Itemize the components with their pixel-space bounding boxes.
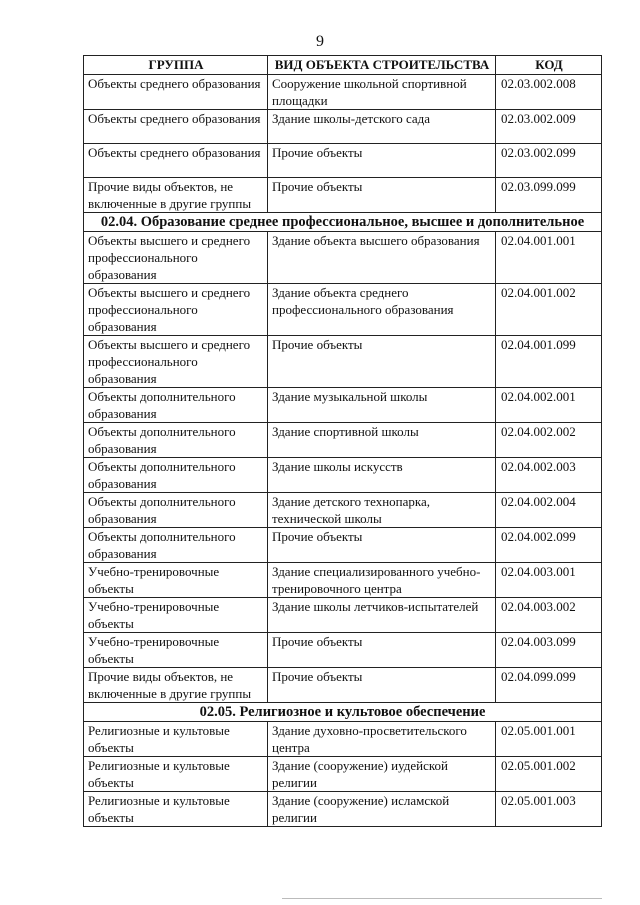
construction-objects-table [83, 55, 602, 827]
cell-group: Прочие виды объектов, не включенные в другие группы [84, 668, 268, 703]
page-number: 9 [316, 33, 324, 50]
table-row [84, 528, 602, 563]
cell-code: 02.04.002.003 [496, 458, 602, 493]
table-row [84, 178, 602, 213]
cell-code: 02.03.002.009 [496, 110, 602, 144]
cell-object-type: Прочие объекты [268, 336, 496, 388]
cell-object-type: Здание музыкальной школы [268, 388, 496, 423]
header-code: КОД [496, 56, 602, 75]
cell-object-type: Здание спортивной школы [268, 423, 496, 458]
cell-code: 02.04.099.099 [496, 668, 602, 703]
cell-object-type: Здание объекта высшего образования [268, 232, 496, 284]
cell-group: Религиозные и культовые объекты [84, 722, 268, 757]
cell-group: Объекты высшего и среднего профессионального образования [84, 284, 268, 336]
cell-code: 02.03.002.008 [496, 75, 602, 110]
cell-code: 02.04.001.099 [496, 336, 602, 388]
cell-group: Объекты дополнительного образования [84, 458, 268, 493]
cell-code: 02.05.001.002 [496, 757, 602, 792]
cell-object-type: Здание (сооружение) исламской религии [268, 792, 496, 827]
page-bottom-rule [282, 898, 602, 899]
section-header-row [84, 213, 602, 232]
table-row [84, 388, 602, 423]
cell-code: 02.04.003.001 [496, 563, 602, 598]
header-object-type: ВИД ОБЪЕКТА СТРОИТЕЛЬСТВА [268, 56, 496, 75]
table-row [84, 668, 602, 703]
table-row [84, 110, 602, 144]
cell-group: Объекты высшего и среднего профессионального образования [84, 232, 268, 284]
cell-group: Религиозные и культовые объекты [84, 757, 268, 792]
table-row [84, 633, 602, 668]
table-header-row [84, 56, 602, 75]
cell-code: 02.05.001.001 [496, 722, 602, 757]
table-row [84, 493, 602, 528]
cell-group: Прочие виды объектов, не включенные в другие группы [84, 178, 268, 213]
table-row [84, 144, 602, 178]
cell-group: Учебно-тренировочные объекты [84, 598, 268, 633]
cell-code: 02.04.002.004 [496, 493, 602, 528]
section-title: 02.04. Образование среднее профессиональное, высшее и дополнительное [84, 213, 602, 232]
table-body [84, 75, 602, 827]
cell-code: 02.03.099.099 [496, 178, 602, 213]
cell-code: 02.03.002.099 [496, 144, 602, 178]
cell-object-type: Здание детского технопарка, технической школы [268, 493, 496, 528]
table-row [84, 563, 602, 598]
cell-object-type: Прочие объекты [268, 633, 496, 668]
table-row [84, 458, 602, 493]
cell-code: 02.04.001.001 [496, 232, 602, 284]
cell-object-type: Здание духовно-просветительского центра [268, 722, 496, 757]
table-row [84, 336, 602, 388]
cell-group: Учебно-тренировочные объекты [84, 563, 268, 598]
cell-group: Объекты среднего образования [84, 110, 268, 144]
table-row [84, 757, 602, 792]
cell-group: Объекты среднего образования [84, 75, 268, 110]
cell-code: 02.05.001.003 [496, 792, 602, 827]
cell-group: Объекты высшего и среднего профессионального образования [84, 336, 268, 388]
cell-code: 02.04.003.099 [496, 633, 602, 668]
cell-group: Объекты дополнительного образования [84, 388, 268, 423]
cell-group: Объекты дополнительного образования [84, 493, 268, 528]
cell-object-type: Прочие объекты [268, 528, 496, 563]
table-row [84, 232, 602, 284]
cell-code: 02.04.001.002 [496, 284, 602, 336]
cell-code: 02.04.002.002 [496, 423, 602, 458]
cell-object-type: Прочие объекты [268, 144, 496, 178]
cell-code: 02.04.003.002 [496, 598, 602, 633]
cell-group: Объекты дополнительного образования [84, 423, 268, 458]
cell-object-type: Здание школы-детского сада [268, 110, 496, 144]
table-row [84, 598, 602, 633]
cell-object-type: Здание школы летчиков-испытателей [268, 598, 496, 633]
cell-group: Объекты среднего образования [84, 144, 268, 178]
cell-object-type: Здание (сооружение) иудейской религии [268, 757, 496, 792]
cell-object-type: Здание специализированного учебно-тренировочного центра [268, 563, 496, 598]
header-group: ГРУППА [84, 56, 268, 75]
table-row [84, 792, 602, 827]
table-row [84, 722, 602, 757]
table-row [84, 284, 602, 336]
cell-object-type: Прочие объекты [268, 668, 496, 703]
table-row [84, 75, 602, 110]
cell-group: Религиозные и культовые объекты [84, 792, 268, 827]
section-header-row [84, 703, 602, 722]
cell-group: Объекты дополнительного образования [84, 528, 268, 563]
cell-code: 02.04.002.001 [496, 388, 602, 423]
cell-object-type: Сооружение школьной спортивной площадки [268, 75, 496, 110]
cell-object-type: Прочие объекты [268, 178, 496, 213]
cell-code: 02.04.002.099 [496, 528, 602, 563]
section-title: 02.05. Религиозное и культовое обеспечение [84, 703, 602, 722]
cell-object-type: Здание школы искусств [268, 458, 496, 493]
table-row [84, 423, 602, 458]
cell-group: Учебно-тренировочные объекты [84, 633, 268, 668]
cell-object-type: Здание объекта среднего профессионального образования [268, 284, 496, 336]
